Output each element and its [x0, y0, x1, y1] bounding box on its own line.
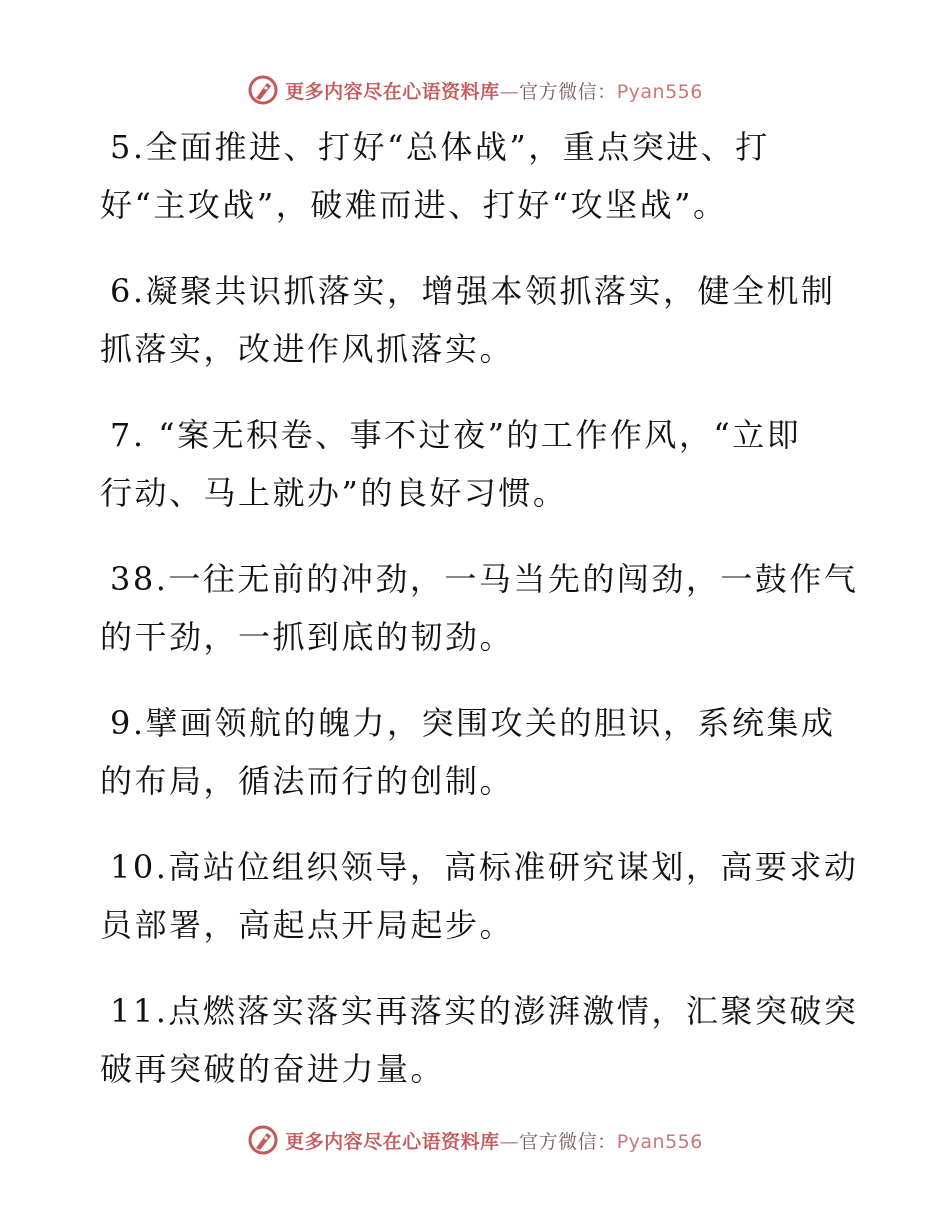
list-item	[100, 838, 859, 954]
watermark-footer	[0, 1120, 950, 1160]
item-line: 38.一往无前的冲劲，一马当先的闯劲，一鼓作气	[110, 560, 859, 598]
list-item	[100, 550, 859, 666]
watermark-wechat-id: Pyan556	[616, 80, 703, 103]
item-line: 的干劲，一抓到底的韧劲。	[100, 618, 515, 656]
watermark-wechat-id: Pyan556	[616, 1130, 703, 1153]
list-item	[100, 118, 850, 234]
watermark-official-label: 官方微信：	[519, 1130, 617, 1153]
item-line: 9.擘画领航的魄力，突围攻关的胆识，系统集成	[110, 704, 836, 742]
watermark-brand: 更多内容尽在心语资料库	[285, 1130, 500, 1153]
list-item	[100, 406, 850, 522]
watermark-text	[285, 77, 703, 104]
list-item	[100, 694, 850, 810]
item-line: 抓落实，改进作风抓落实。	[100, 330, 515, 368]
item-line: 5.全面推进、打好“总体战”，重点突进、打	[110, 128, 770, 166]
item-line: 的布局，循法而行的创制。	[100, 762, 515, 800]
item-line: 员部署，高起点开局起步。	[100, 906, 515, 944]
pen-nib-circle-logo-icon	[247, 1124, 279, 1156]
watermark-official-label: 官方微信：	[519, 80, 617, 103]
item-line: 7. “案无积卷、事不过夜”的工作作风，“立即	[110, 416, 802, 454]
watermark-separator: —	[499, 80, 520, 103]
list-item	[100, 982, 859, 1098]
item-line: 行动、马上就办”的良好习惯。	[100, 474, 568, 512]
watermark-brand: 更多内容尽在心语资料库	[285, 80, 500, 103]
item-line: 6.凝聚共识抓落实，增强本领抓落实，健全机制	[110, 272, 836, 310]
watermark-text	[285, 1127, 703, 1154]
item-line: 好“主攻战”，破难而进、打好“攻坚战”。	[100, 186, 728, 224]
item-line: 10.高站位组织领导，高标准研究谋划，高要求动	[110, 848, 859, 886]
watermark-separator: —	[499, 1130, 520, 1153]
watermark-header	[0, 70, 950, 110]
pen-nib-circle-logo-icon	[247, 74, 279, 106]
item-line: 11.点燃落实落实再落实的澎湃激情，汇聚突破突	[110, 992, 859, 1030]
item-line: 破再突破的奋进力量。	[100, 1050, 446, 1088]
list-item	[100, 262, 850, 378]
document-body	[100, 118, 859, 1126]
